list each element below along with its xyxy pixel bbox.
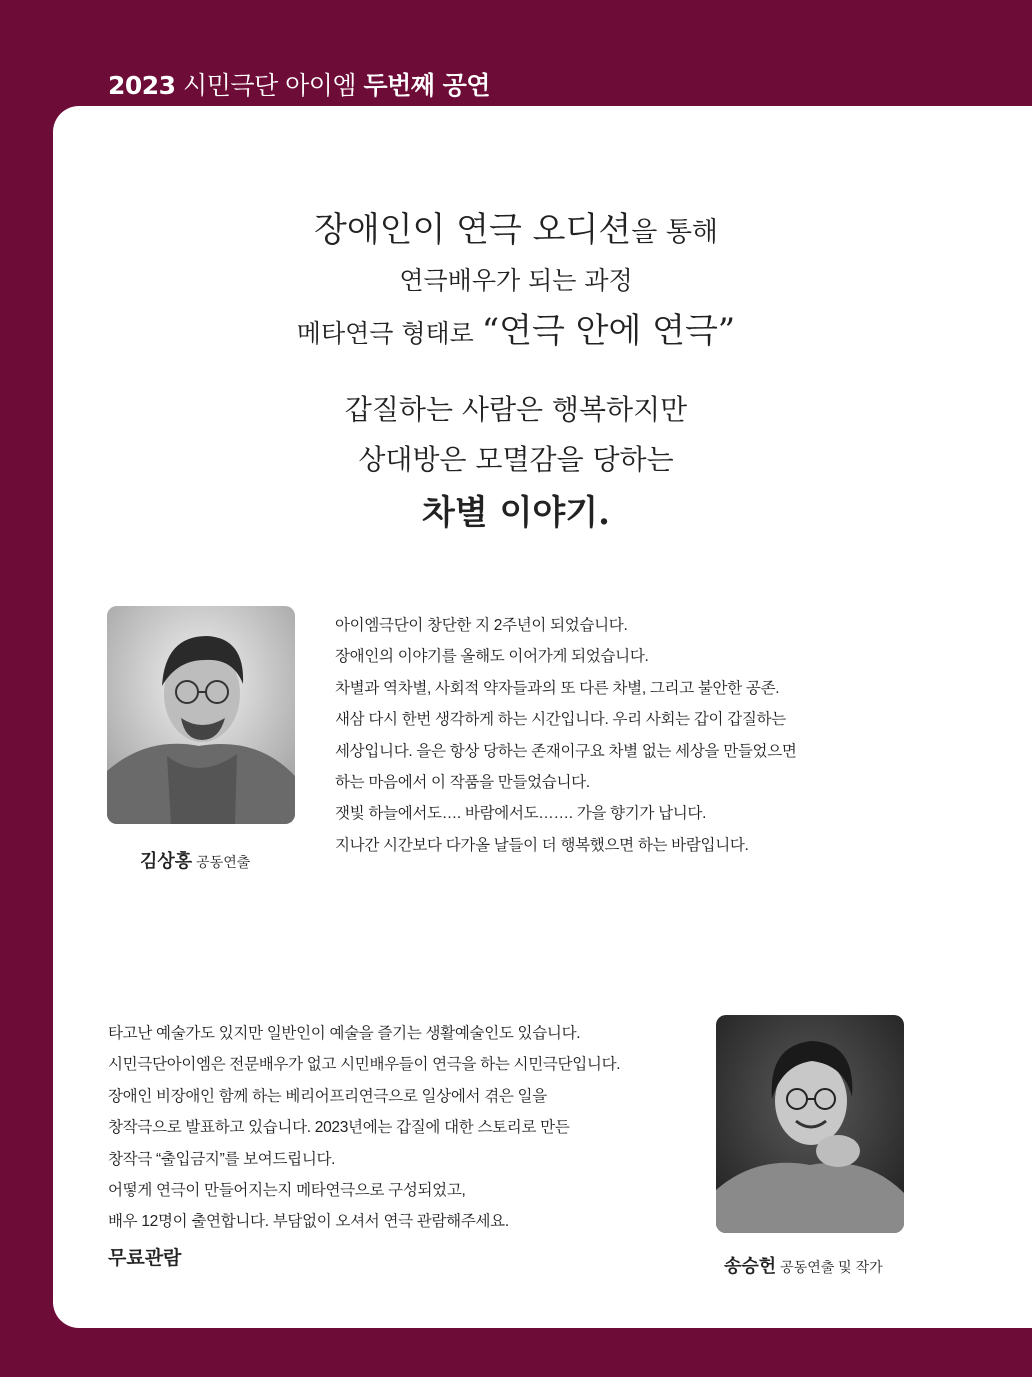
- director1-message-line: 하는 마음에서 이 작품을 만들었습니다.: [335, 774, 590, 792]
- director1-message-line: 지나간 시간보다 다가올 날들이 더 행복했으면 하는 바람입니다.: [335, 836, 749, 854]
- director2-message: [108, 1018, 620, 1238]
- director1-message-line: 잿빛 하늘에서도…. 바람에서도……. 가을 향기가 납니다.: [335, 805, 707, 823]
- director1-message-line: 세상입니다. 을은 항상 당하는 존재이구요 차별 없는 세상을 만들었으면: [335, 742, 797, 760]
- free-admission-label: 무료관람: [108, 1248, 182, 1269]
- header-year: 2023: [108, 71, 176, 100]
- intro-line-4: 갑질하는 사람은 행복하지만: [344, 393, 688, 426]
- director1-message: [335, 610, 797, 861]
- director2-message-line: 장애인 비장애인 함께 하는 베리어프리연극으로 일상에서 겪은 일을: [108, 1087, 547, 1105]
- director2-message-line: 배우 12명이 출연합니다. 부담없이 오셔서 연극 관람해주세요.: [108, 1213, 509, 1231]
- director2-message-line: 어떻게 연극이 만들어지는지 메타연극으로 구성되었고,: [108, 1182, 466, 1200]
- intro-line-6: 차별 이야기.: [422, 493, 610, 533]
- intro-line-1: [0, 205, 1032, 258]
- director1-photo: [107, 606, 295, 824]
- director2-message-line: 타고난 예술가도 있지만 일반인이 예술을 즐기는 생활예술인도 있습니다.: [108, 1025, 581, 1042]
- intro-gap: [0, 361, 1032, 385]
- intro-line-5: 상대방은 모멸감을 당하는: [358, 443, 674, 476]
- director2-message-line: 창작극 “출입금지”를 보여드립니다.: [108, 1150, 336, 1168]
- director1-role: 공동연출: [196, 854, 251, 870]
- intro-line-1-suffix: 을 통해: [631, 217, 719, 248]
- page-header: [108, 66, 490, 102]
- intro-line-3-prefix: 메타연극 형태로: [296, 319, 474, 348]
- director2-message-line: 창작극으로 발표하고 있습니다. 2023년에는 갑질에 대한 스토리로 만든: [108, 1119, 570, 1137]
- director1-message-line: 장애인의 이야기를 올해도 이어가게 되었습니다.: [335, 648, 649, 666]
- director1-caption: [140, 847, 250, 873]
- portrait-man-glasses-icon: [107, 606, 295, 824]
- intro-line-3: [0, 304, 1032, 361]
- director1-message-line: 차별과 역차별, 사회적 약자들과의 또 다른 차별, 그리고 불안한 공존.: [335, 679, 780, 697]
- intro-line-2: 연극배우가 되는 과정: [399, 266, 633, 295]
- director2-caption: [724, 1252, 883, 1278]
- header-group-name: 시민극단 아이엠: [175, 71, 364, 100]
- director2-role: 공동연출 및 작가: [780, 1259, 883, 1275]
- director2-name: 송승헌: [724, 1256, 777, 1276]
- director1-message-line: 새삼 다시 한번 생각하게 하는 시간입니다. 우리 사회는 갑이 갑질하는: [335, 711, 786, 729]
- director1-message-line: 아이엠극단이 창단한 지 2주년이 되었습니다.: [335, 617, 628, 634]
- director2-photo: [716, 1015, 904, 1233]
- portrait-man-smiling-icon: [716, 1015, 904, 1233]
- intro-block: [0, 205, 1032, 541]
- director2-message-line: 시민극단아이엠은 전문배우가 없고 시민배우들이 연극을 하는 시민극단입니다.: [108, 1056, 621, 1074]
- intro-line-3-quote: “연극 안에 연극”: [481, 311, 736, 351]
- director1-name: 김상홍: [140, 851, 193, 871]
- header-highlight: 두번째 공연: [363, 71, 490, 100]
- intro-line-1-main: 장애인이 연극 오디션: [313, 210, 632, 250]
